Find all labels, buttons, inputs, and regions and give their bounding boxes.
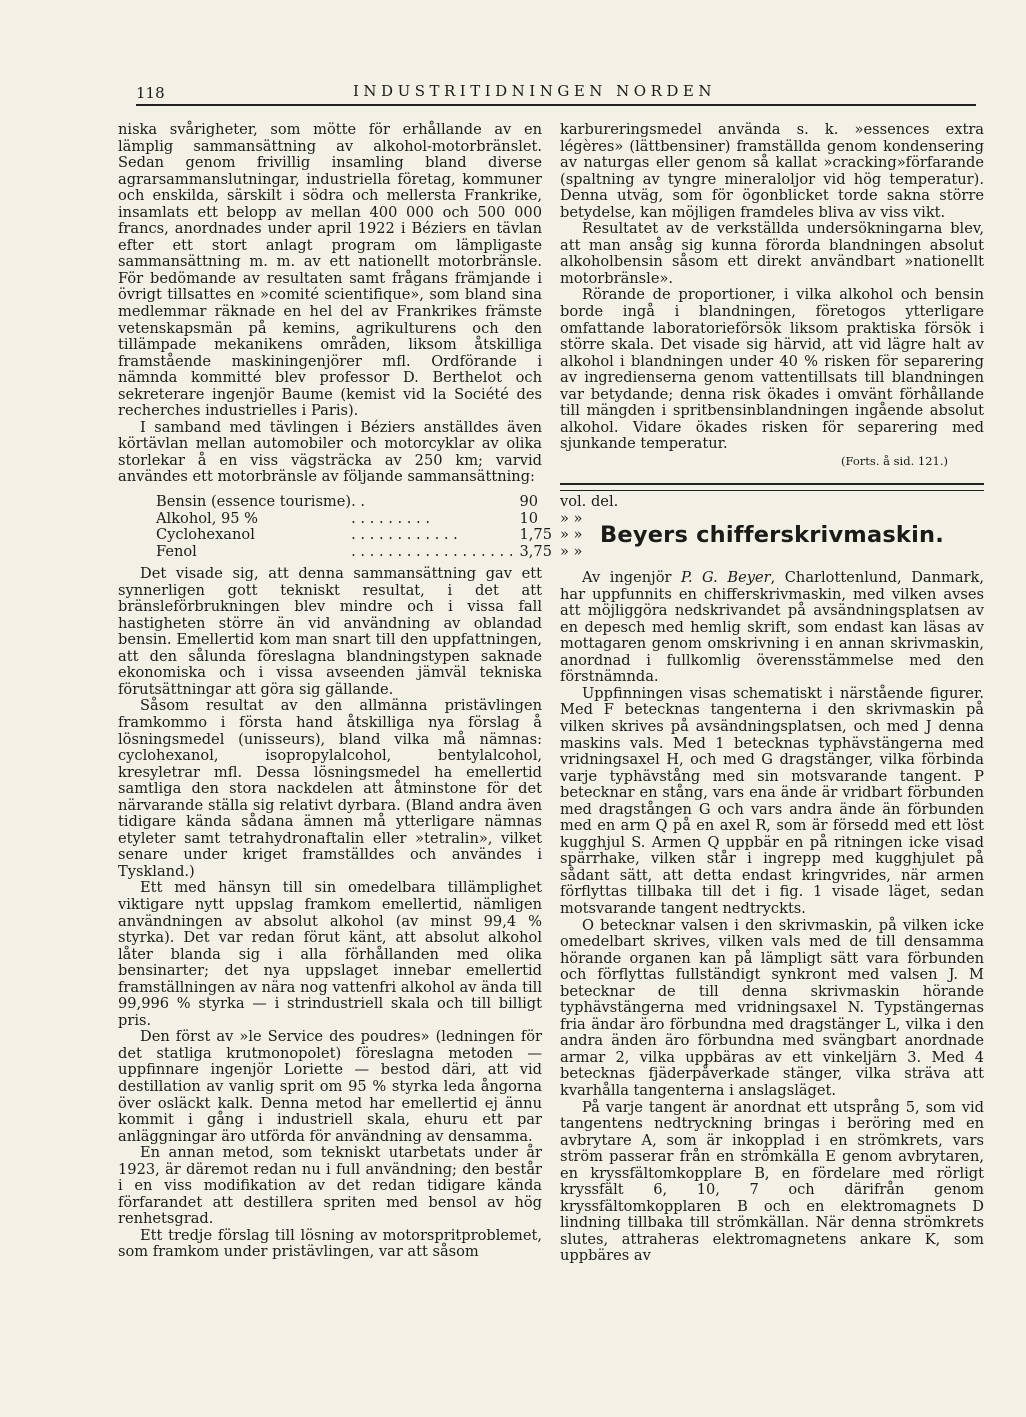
paragraph bbox=[560, 570, 984, 686]
leader-dots: . . . . . . . . . . . . . . . . . . bbox=[351, 542, 514, 560]
page-header bbox=[136, 84, 976, 110]
mixture-value: 10 bbox=[519, 509, 539, 527]
mixture-name: Cyclohexanol bbox=[156, 526, 255, 544]
header-rule bbox=[136, 104, 976, 106]
article-title: Beyers chifferskrivmaskin. bbox=[600, 522, 944, 549]
table-row bbox=[156, 544, 618, 561]
paragraph: Ett med hänsyn till sin omedelbara tillämplighet viktigare nytt uppslag framkom emellertid, nämligen användningen av absolut alkohol (av minst 99,4 % styrka). Det var redan förut känt, att absolut alkohol låter blanda sig i alla förhållanden med olika bensinarter; det nya uppslaget innebar emellertid framställningen av nära nog vattenfri alkohol av ända till 99,996 % styrka — i strindustriell skala och till billigt pris. bbox=[118, 879, 542, 1029]
right-column bbox=[560, 122, 984, 1265]
paragraph: Resultatet av de verkställda undersökningarna blev, att man ansåg sig kunna förorda blandningen absolut alkoholbensin såsom ett direkt användbart »nationellt motorbränsle». bbox=[560, 220, 984, 287]
continued-note: (Forts. å sid. 121.) bbox=[841, 453, 948, 468]
paragraph: Såsom resultat av den allmänna pristävlingen framkommo i första hand åtskilliga nya förslag å lösningsmedel (unisseurs), bland vilka må nämnas: cyclohexanol, isopropylalcohol, bentylalcohol, kresyletrar mfl. Dessa lösningsmedel ha emellertid samtliga den stora nackdelen att åtminstone för det närvarande ställa sig relativt dyrbara. (Bland andra även tidigare kända sådana ämnen må ytterligare nämnas etyleter samt tetrahydronaftalin eller »tetralin», vilket senare under kriget framställdes och användes i Tyskland.) bbox=[118, 697, 542, 880]
section-divider bbox=[560, 483, 984, 491]
mixture-value: 1,75 bbox=[519, 526, 552, 544]
paragraph: En annan metod, som tekniskt utarbetats under år 1923, är däremot redan nu i full användning; den består i en viss modifikation av det redan tidigare kända förfarandet att destillera spriten med bensol av hög renhetsgrad. bbox=[118, 1144, 542, 1228]
paragraph: I samband med tävlingen i Béziers anställdes även körtävlan mellan automobiler och motorcyklar av olika storlekar å en viss vägsträcka av 250 km; varvid användes ett motorbränsle av följande sammansättning: bbox=[118, 418, 542, 486]
paragraph: På varje tangent är anordnat ett utsprång 5, som vid tangentens nedtryckning bringas i beröring med en avbrytare A, som är inkopplad i en strömkrets, vars ström passerar från en strömkälla E genom avbrytaren, en kryssfältomkopplare B, en fördelare med rörligt kryssfält 6, 10, 7 och därifrån genom kryssfältomkopplaren B och en elektromagnets D lindning tillbaka till strömkällan. När denna strömkrets slutes, attraheras elektromagnetens ankare K, som uppbäres av bbox=[560, 1098, 984, 1265]
table-row bbox=[156, 527, 618, 544]
fuel-mixture-table bbox=[156, 493, 619, 560]
paragraph: Den först av »le Service des poudres» (ledningen för det statliga krutmonopolet) föreslagna metoden — uppfinnare ingenjör Loriette — bestod däri, att vid destillation av vanlig sprit om 95 % styrka leda ångorna över osläckt kalk. Denna metod har emellertid ej ännu kommit i gång i industriell skala, ehuru ett par anläggningar äro utförda för användning av densamma. bbox=[118, 1028, 542, 1145]
table-row bbox=[156, 511, 618, 528]
leader-dots: . . . . . . . . . . . . bbox=[351, 526, 458, 544]
leader-dots: . . bbox=[351, 493, 366, 511]
paragraph: Uppfinningen visas schematiskt i närstående figurer. Med F betecknas tangenterna i den skrivmaskin på vilken skrives på avsändningsplatsen, och med J denna maskins vals. Med 1 betecknas typhävstängerna med vridningsaxel H, och med G dragstänger, vilka förbinda varje typhävstång med sin motsvarande tangent. P betecknar en stång, vars ena ände är vridbart förbunden med dragstången G och vars andra ände än förbunden med en arm Q på en axel R, som är försedd med ett löst kugghjul S. Armen Q uppbär en på ritningen icke visad spärrhake, vilken står i ingrepp med kugghjulet på sådant sätt, att detta endast kringvrides, när armen förflyttas tillbaka till det i fig. 1 visade läget, sedan motsvarande tangent nedtryckts. bbox=[560, 684, 984, 917]
mixture-unit: » » bbox=[559, 542, 583, 560]
mixture-value: 90 bbox=[519, 493, 539, 511]
page-number: 118 bbox=[136, 84, 165, 102]
text-run: , Charlottenlund, Danmark, har uppfunnits en chifferskrivmaskin, med vilken avses att möjliggöra nedskrivandet på avsändningsplatsen av en depesch med hemlig skrift, som endast kan läsas av mottagaren genom omskrivning i en annan skrivmaskin, anordnad i fullkomlig överensstämmelse med den förstnämnda. bbox=[560, 569, 984, 686]
paragraph: Ett tredje förslag till lösning av motorspritproblemet, som framkom under pristävlingen, var att såsom bbox=[118, 1226, 542, 1261]
text-run: Av ingenjör bbox=[582, 569, 681, 587]
mixture-value: 3,75 bbox=[519, 542, 552, 560]
author-name: P. G. Beyer bbox=[681, 569, 771, 587]
paragraph: Det visade sig, att denna sammansättning gav ett synnerligen gott tekniskt resultat, i det att bränsleförbrukningen blev mindre och i vissa fall hastigheten större än vid användning av oblandad bensin. Emellertid kom man snart till den uppfattningen, att den sålunda föreslagna blandningstypen saknade ekonomiska och i vissa avseenden jämväl tekniska förutsättningar att göra sig gällande. bbox=[118, 565, 542, 698]
mixture-name: Alkohol, 95 % bbox=[156, 509, 259, 527]
paragraph: Rörande de proportioner, i vilka alkohol och bensin borde ingå i blandningen, företogos ytterligare omfattande laboratorieförsök liksom praktiska försök i större skala. Det visade sig härvid, att vid lägre halt av alkohol i blandningen under 40 % risken för separering av ingredienserna genom vattentillsats till blandningen var betydande; denna risk ökades i omvänt förhållande till mängden i spritbensinblandningen ingående absolut alkohol. Vidare ökades risken för separering med sjunkande temperatur. bbox=[560, 286, 984, 453]
table-row bbox=[156, 494, 618, 511]
mixture-unit: vol. del. bbox=[559, 493, 619, 511]
paragraph: O betecknar valsen i den skrivmaskin, på vilken icke omedelbart skrives, vilken vals med de till densamma hörande organen kan på lämpligt sätt vara förbunden och förflyttas fullständigt synkront med valsen J. M betecknar de till denna skrivmaskin hörande typhävstängerna med vridningsaxel N. Typstängernas fria ändar äro förbundna med dragstänger L, vilka i den andra änden äro förbundna med svängbart anordnade armar 2, vilka uppbäras av ett vinkeljärn 3. Med 4 betecknas fjäderpåverkade stänger, vilka sträva att kvarhålla tangenterna i anslagsläget. bbox=[560, 916, 984, 1099]
paragraph: karbureringsmedel använda s. k. »essences extra légères» (lättbensiner) framställda genom kondensering av naturgas eller genom så kallat »cracking»förfarande (spaltning av tyngre mineraloljor vid hög temperatur). Denna utväg, som för ögonblicket torde sakna större betydelse, kan möjligen framdeles bliva av viss vikt. bbox=[560, 121, 984, 221]
paragraph: niska svårigheter, som mötte för erhållande av en lämplig sammansättning av alkohol-motorbränslet. Sedan genom frivillig insamling bland diverse agrarsammanslutningar, industriella företag, kommuner och enskilda, särskilt i södra och mellersta Frankrike, insamlats ett belopp av mellan 400 000 och 500 000 francs, anordnades under april 1922 i Béziers en tävlan efter ett stort anlagt program om lämpligaste sammansättning m. m. av ett nationellt motorbränsle. För bedömande av resultaten samt frågans främjande i övrigt tillsattes en »comité scientifique», som bland sina medlemmar räknade en hel del av Frankrikes främste vetenskapsmän på kemins, agrikulturens och den tillämpade mekanikens områden, liksom åtskilliga framstående maskiningenjörer mfl. Ordförande i nämnda kommitté blev professor D. Berthelot och sekreterare ingenjör Baume (kemist vid la Société des recherches industrielles i Paris). bbox=[118, 121, 542, 420]
left-column bbox=[118, 121, 619, 1261]
leader-dots: . . . . . . . . . bbox=[351, 509, 430, 527]
mixture-name: Fenol bbox=[156, 542, 197, 560]
mixture-unit: » » bbox=[559, 509, 583, 527]
mixture-unit: » » bbox=[559, 526, 583, 544]
running-title: INDUSTRITIDNINGEN NORDEN bbox=[353, 82, 716, 100]
mixture-name: Bensin (essence tourisme) bbox=[156, 493, 352, 511]
